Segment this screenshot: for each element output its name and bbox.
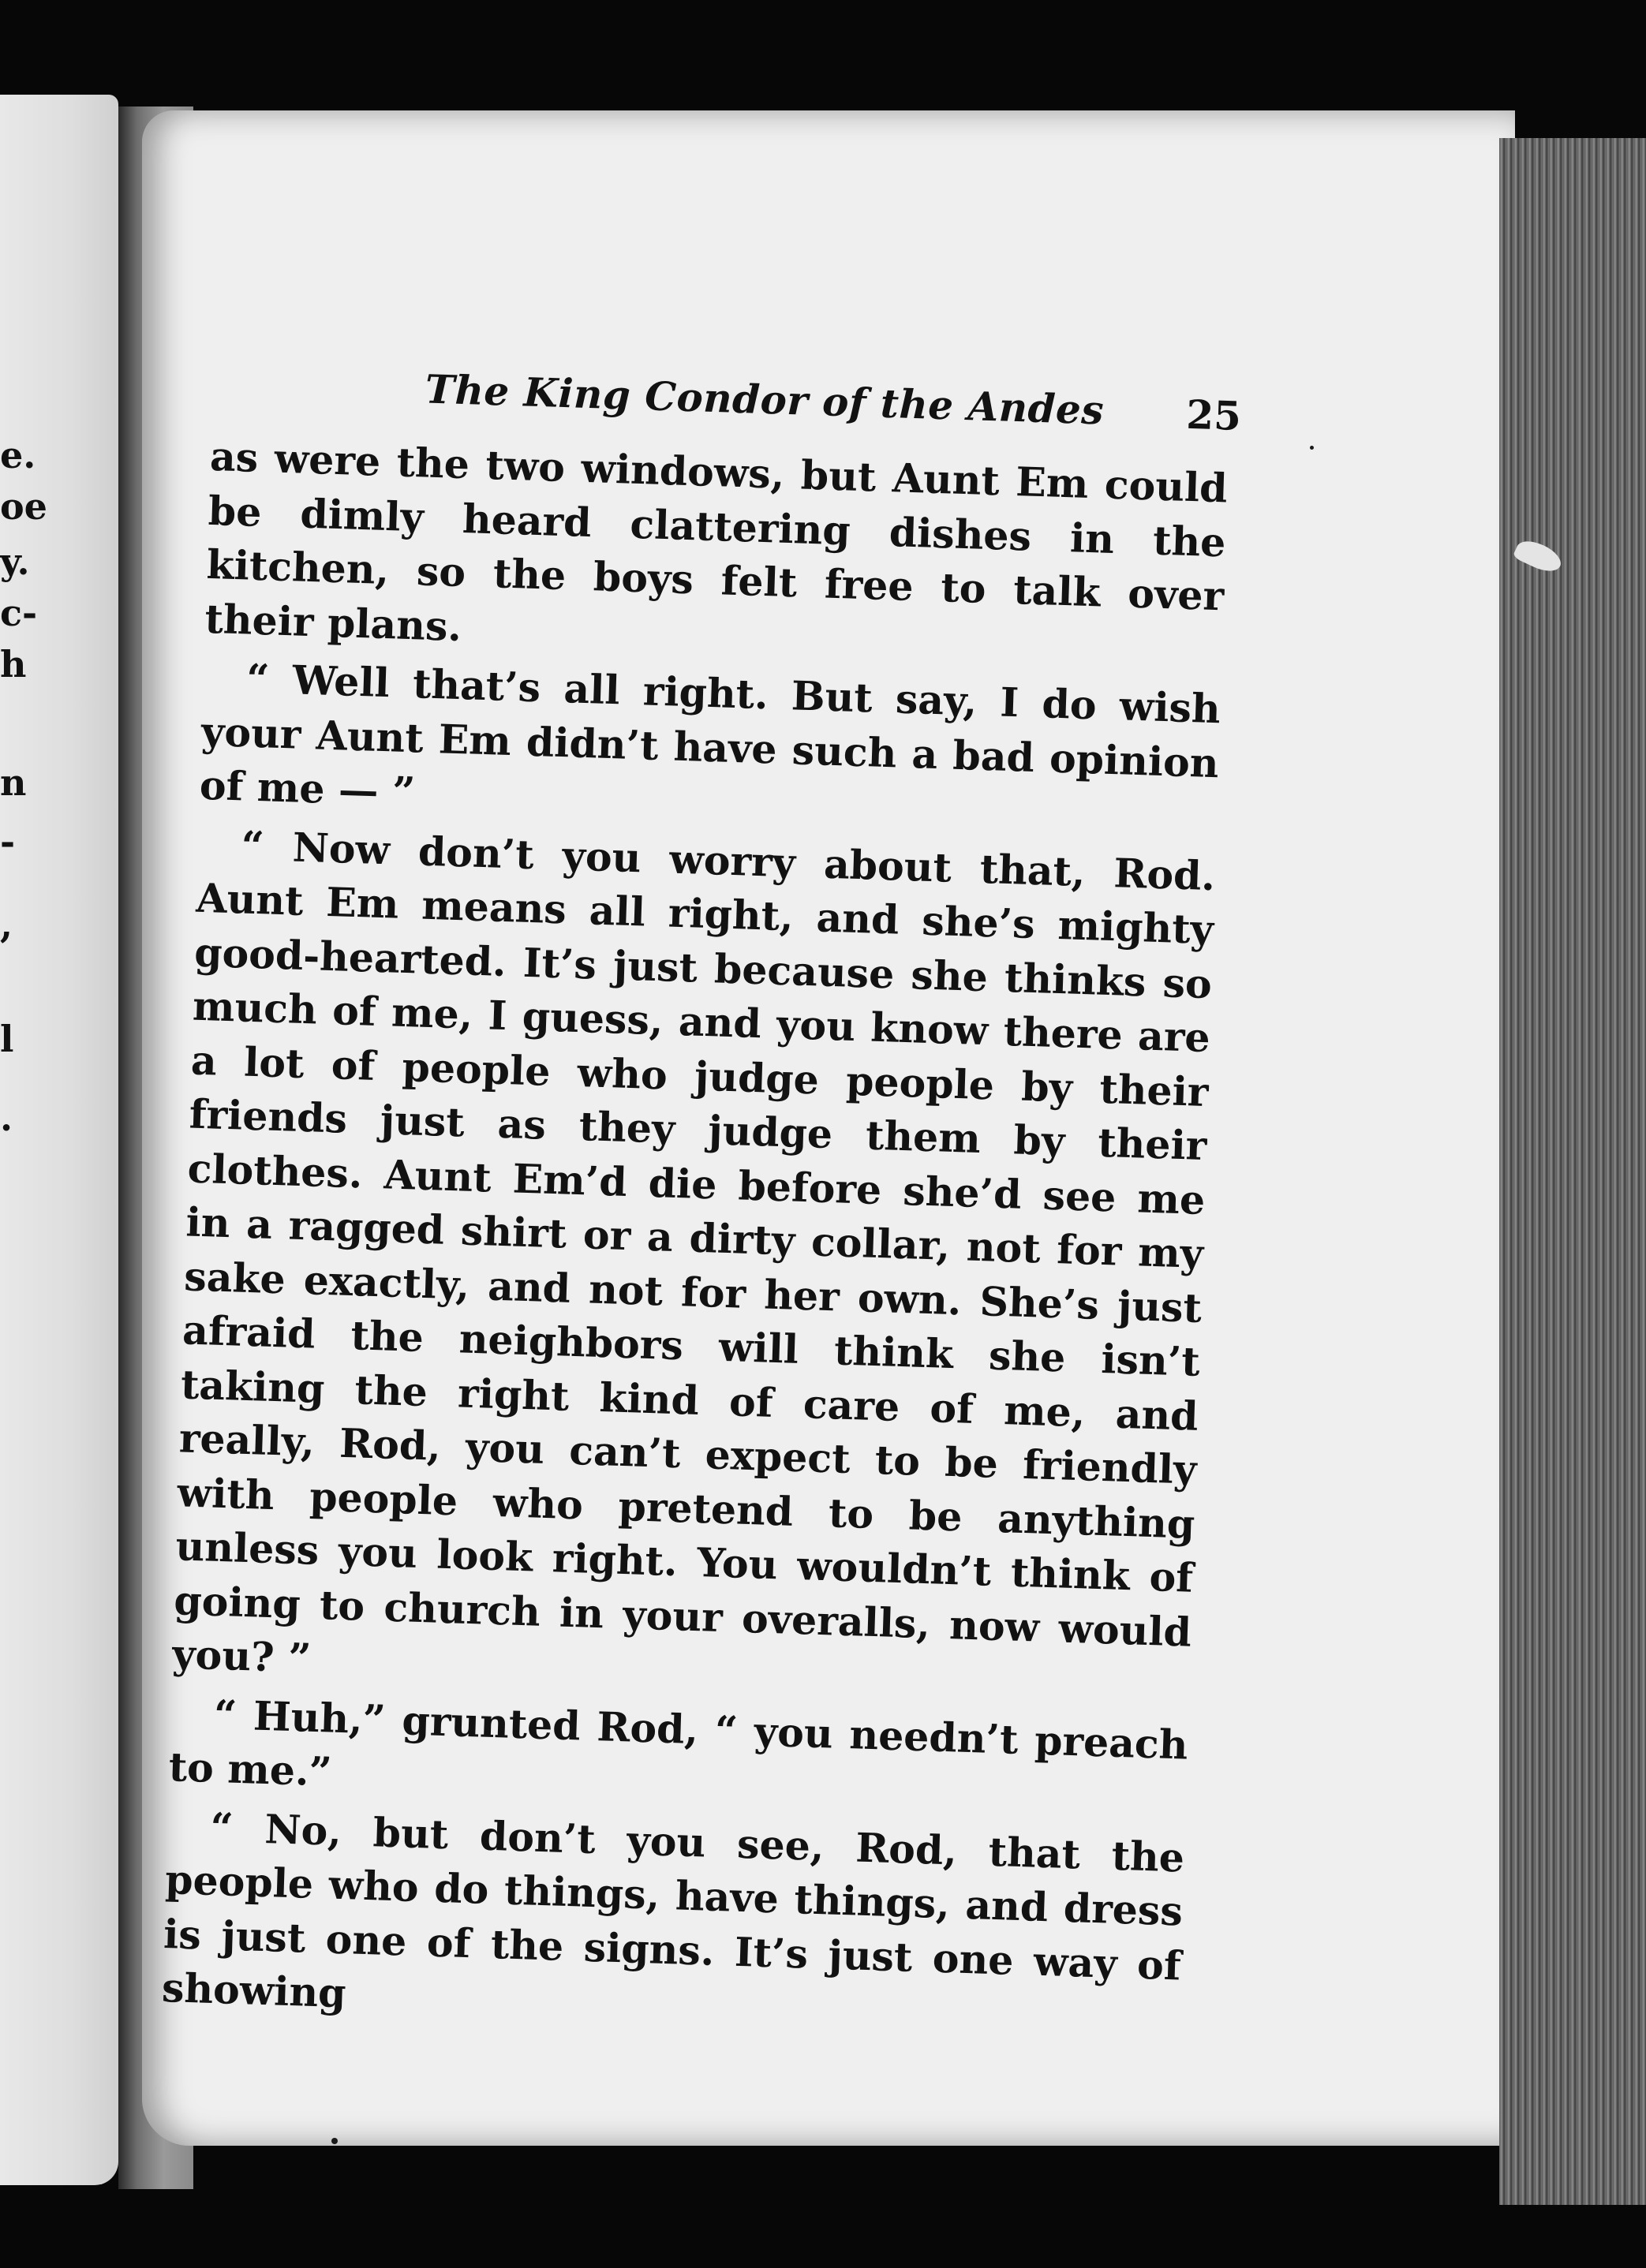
left-page-fragment: h [0, 643, 27, 686]
left-page-fragment: c- [0, 592, 38, 634]
text-body [161, 430, 1229, 2047]
left-page-fragment: - [0, 820, 16, 863]
paragraph: “ No, but don’t you see, Rod, that the people who do things, have things, and dress is just one of the signs. It’s just one way of showing [161, 1803, 1185, 2017]
paragraph: as were the two windows, but Aunt Em could be dimly heard clattering dishes in the kitchen, so the boys felt free to talk over their plans. [204, 432, 1229, 650]
left-page-fragment: , [0, 903, 13, 946]
left-page-fragment: e. [0, 434, 36, 476]
left-page-edge [0, 95, 118, 2185]
left-page-fragment: oe [0, 485, 47, 528]
paragraph: “ Well that’s all right. But say, I do wish your Aunt Em didn’t have such a bad opinion of me — ” [199, 655, 1221, 816]
paragraph: “ Now don’t you worry about that, Rod. Aunt Em means all right, and she’s mighty good-hearted. It’s just because she thinks so much of me, I guess, and you know there are a lot of people who judge people by their friends just as they judge them by their clothes. Aunt Em’d die before she’d see me in a ragged shirt or a dirty collar, not for my sake exactly, and not for her own. She’s just afraid the neighbors will think she isn’t taking the right kind of care of me, and really, Rod, you can’t expect to be friendly with people who pretend to be anything unless you look right. You wouldn’t think of going to church in your overalls, now would you? ” [171, 821, 1216, 1682]
page-edges [1499, 138, 1646, 2205]
paragraph: “ Huh,” grunted Rod, “ you needn’t preach to me.” [167, 1691, 1189, 1795]
left-page-fragment: . [0, 1097, 13, 1139]
page-number: 25 [1185, 390, 1242, 439]
left-page-fragment: n [0, 761, 27, 804]
speck [1310, 446, 1314, 450]
running-title: The King Condor of the Andes [425, 365, 1105, 434]
left-page-fragment: l [0, 1018, 14, 1060]
left-page-fragment: y. [0, 540, 30, 583]
speck [331, 2138, 338, 2144]
page-content [161, 359, 1242, 2047]
